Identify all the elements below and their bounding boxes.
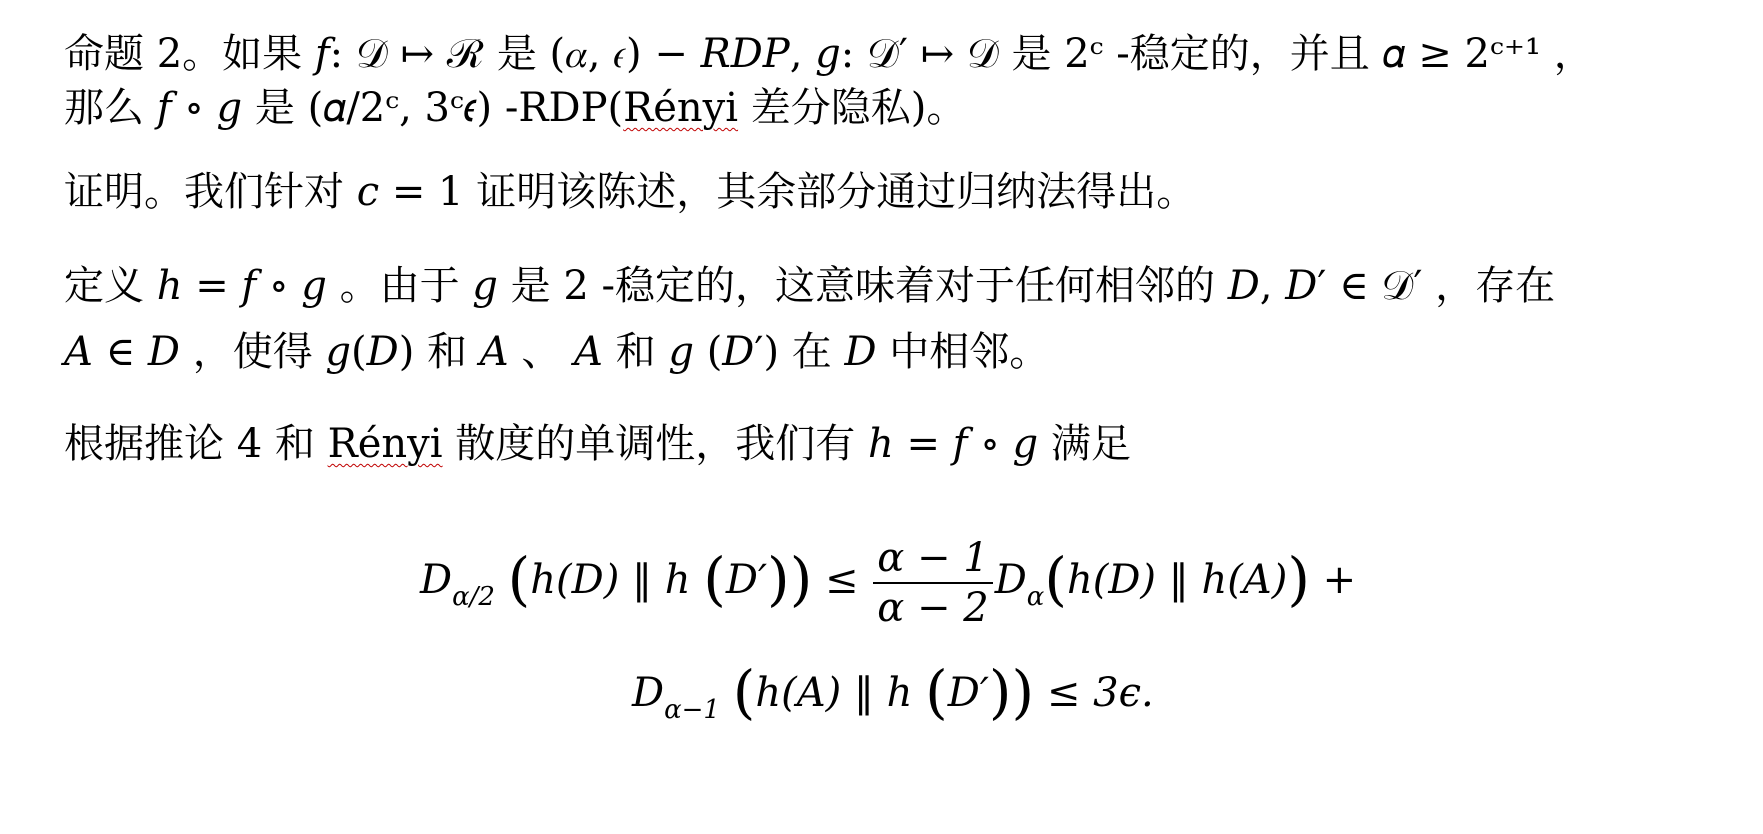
definition-line-2 [64, 324, 1049, 380]
right-paren: ) [1011, 658, 1035, 726]
equation-2 [632, 658, 1154, 738]
equation-term: D′ [725, 557, 768, 603]
left-paren: ( [1044, 545, 1067, 613]
equation-term: D′ [947, 670, 989, 716]
divergence-symbol: D [420, 557, 453, 603]
leq-sign: ≤ [812, 557, 872, 603]
proposition-text: 那么 𝑓 ∘ 𝑔 是 (𝛼/2ᶜ, 3ᶜ𝜖) -RDP( [64, 85, 624, 131]
plus-sign: + [1309, 557, 1357, 603]
equation-term: h(D) ‖ h [530, 557, 691, 603]
equation-term: h(D) ‖ h(A) [1066, 557, 1288, 603]
equation-term: ≤ 3ϵ. [1034, 670, 1154, 716]
divergence-order: α [1026, 582, 1045, 612]
definition-line-1 [64, 258, 1555, 314]
divergence-order: α/2 [452, 582, 495, 612]
left-paren: ( [703, 545, 726, 613]
spellcheck-word[interactable]: Rényi [623, 85, 739, 131]
right-paren: ) [789, 545, 813, 613]
corollary-text: 散度的单调性，我们有 ℎ = 𝑓 ∘ 𝑔 满足 [442, 421, 1131, 467]
proposition-line-2 [64, 80, 966, 136]
left-paren: ( [732, 658, 756, 726]
corollary-text: 根据推论 4 和 [64, 421, 328, 467]
left-paren: ( [507, 545, 531, 613]
proposition-line-1 [64, 26, 1594, 82]
fraction-denominator: α − 2 [877, 585, 989, 631]
fraction-numerator: α − 1 [873, 534, 992, 584]
equation-1 [420, 534, 1356, 632]
left-paren: ( [925, 658, 948, 726]
right-paren: ) [767, 545, 790, 613]
proof-intro-line [64, 164, 1196, 220]
divergence-symbol: D [994, 557, 1027, 603]
definition-text: 𝐴 ∈ 𝐷 ，使得 𝑔(𝐷) 和 𝐴 、 𝐴 和 𝑔 (𝐷′) 在 𝐷 中相邻。 [64, 329, 1050, 375]
proposition-text: 命题 2。如果 𝑓: 𝒟 ↦ ℛ 是 (𝛼, 𝜖) − 𝑅𝐷𝑃, 𝑔: 𝒟′ ↦ 𝒟 是 2ᶜ -稳定的，并且 𝛼 ≥ 2ᶜ⁺¹ ， [64, 31, 1594, 77]
right-paren: ) [1287, 545, 1310, 613]
proposition-text: 差分隐私)。 [738, 85, 967, 131]
equation-term: h(A) ‖ h [755, 670, 913, 716]
spellcheck-word[interactable]: Rényi [327, 421, 443, 467]
right-paren: ) [988, 658, 1012, 726]
divergence-order: α−1 [664, 695, 720, 725]
divergence-symbol: D [632, 670, 665, 716]
definition-text: 定义 ℎ = 𝑓 ∘ 𝑔 。由于 𝑔 是 2 -稳定的，这意味着对于任何相邻的 𝐷, 𝐷′ ∈ 𝒟′ ，存在 [64, 263, 1556, 309]
fraction [873, 534, 992, 632]
corollary-line [64, 416, 1131, 472]
proof-text: 证明。我们针对 𝑐 = 1 证明该陈述，其余部分通过归纳法得出。 [64, 169, 1197, 215]
